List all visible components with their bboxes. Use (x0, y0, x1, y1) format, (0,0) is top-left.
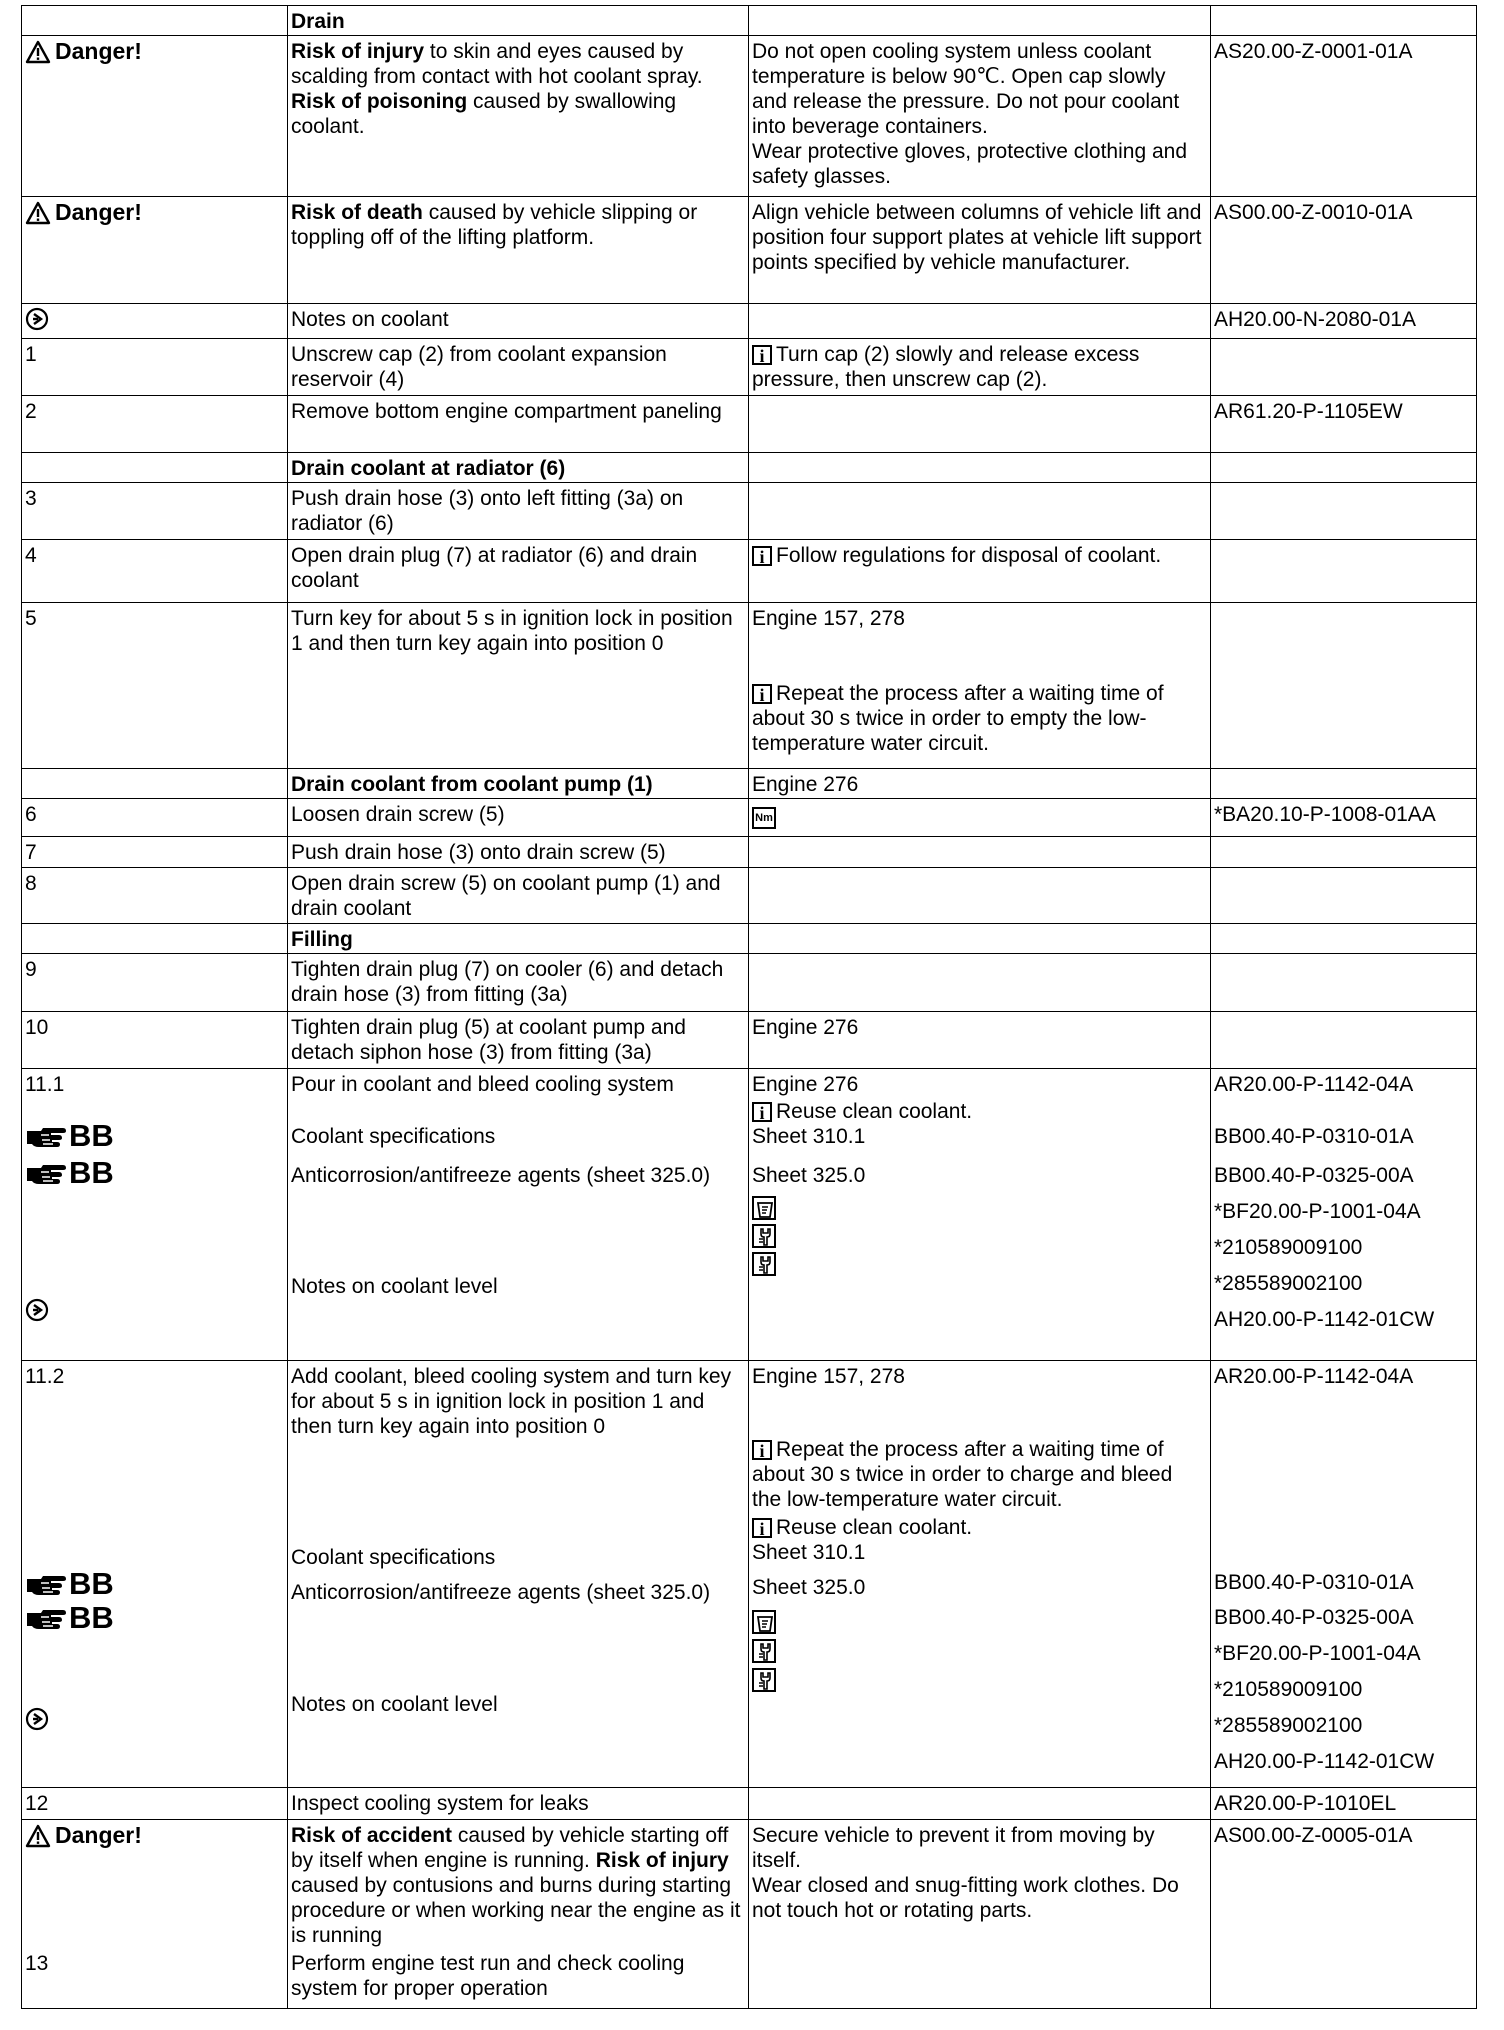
bb-reference: BB (25, 1567, 283, 1601)
engine-label: Engine 276 (752, 1073, 859, 1096)
info-icon: i (752, 1518, 772, 1538)
reference-code: AH20.00-N-2080-01A (1211, 304, 1477, 339)
step-number: 7 (22, 837, 288, 868)
table-row (22, 304, 1477, 339)
spec-text: Anticorrosion/antifreeze agents (sheet 325.0) (291, 1164, 711, 1187)
step-text: Unscrew cap (2) from coolant expansion reservoir (4) (288, 339, 749, 396)
info-text: Turn cap (2) slowly and release excess pressure, then unscrew cap (2). (752, 343, 1140, 391)
sheet-ref: Sheet 310.1 (752, 1125, 866, 1148)
danger-risk: Risk of death caused by vehicle slipping or toppling off of the lifting platform. (288, 197, 749, 304)
table-row (22, 924, 1477, 954)
pointing-hand-icon (25, 1122, 67, 1150)
danger-risk: Risk of accident caused by vehicle starting off by itself when engine is running. Risk of injury caused by contusions and burns during starting procedure or when working near the engine as it is running (291, 1824, 741, 1947)
fluid-icon (752, 1196, 776, 1220)
spec-text: Coolant specifications (291, 1546, 496, 1569)
special-tool-icon (752, 1639, 776, 1663)
reference-code: AR20.00-P-1010EL (1211, 1788, 1477, 1820)
note-text: Notes on coolant level (291, 1693, 498, 1716)
warning-triangle-icon (25, 40, 51, 64)
step-number: 12 (22, 1788, 288, 1820)
table-row (22, 769, 1477, 799)
step-number: 13 (25, 1951, 49, 1975)
engine-label: Engine 157, 278 (752, 607, 905, 630)
pointing-hand-icon (25, 1570, 67, 1598)
reference-code: AS00.00-Z-0010-01A (1211, 197, 1477, 304)
note-text: Notes on coolant level (291, 1275, 498, 1298)
reference-code: AH20.00-P-1142-01CW (1214, 1308, 1435, 1331)
engine-label: Engine 157, 278 (752, 1365, 905, 1388)
step-number: 3 (22, 483, 288, 540)
reference-code: AR20.00-P-1142-04A (1214, 1073, 1414, 1096)
reference-code: AR61.20-P-1105EW (1211, 396, 1477, 453)
note-icon (25, 1298, 49, 1322)
section-header: Drain coolant at radiator (6) (288, 453, 749, 483)
info-text: Repeat the process after a waiting time of about 30 s twice in order to empty the low-temperature water circuit. (752, 682, 1164, 755)
special-tool-icon (752, 1224, 776, 1248)
step-number: 11.1 (25, 1073, 65, 1096)
reference-code: BB00.40-P-0310-01A (1214, 1125, 1414, 1148)
sheet-ref: Sheet 325.0 (752, 1164, 866, 1187)
section-header: Drain (288, 6, 749, 36)
table-row (22, 453, 1477, 483)
danger-risk: Risk of injury to skin and eyes caused by scalding from contact with hot coolant spray. Risk of poisoning caused by swallowing coolant. (288, 36, 749, 197)
warning-triangle-icon (25, 1824, 51, 1848)
step-number: 10 (22, 1012, 288, 1069)
danger-measure: Secure vehicle to prevent it from moving by itself. (752, 1824, 1155, 1872)
table-row (22, 6, 1477, 36)
info-icon: i (752, 1102, 772, 1122)
step-text: Remove bottom engine compartment paneling (288, 396, 749, 453)
info-icon: i (752, 684, 772, 704)
section-header: Drain coolant from coolant pump (1) (288, 769, 749, 799)
bb-reference: BB (25, 1156, 283, 1190)
engine-label: Engine 276 (749, 1012, 1211, 1069)
pointing-hand-icon (25, 1604, 67, 1632)
danger-measure: Align vehicle between columns of vehicle lift and position four support plates at vehicle lift support points specified by vehicle manufacturer. (749, 197, 1211, 304)
info-text: Reuse clean coolant. (776, 1100, 973, 1123)
step-text: Pour in coolant and bleed cooling system (291, 1073, 674, 1096)
section-header: Filling (288, 924, 749, 954)
table-row (22, 1069, 1477, 1361)
step-text: Open drain screw (5) on coolant pump (1) and drain coolant (288, 868, 749, 924)
step-text: Add coolant, bleed cooling system and turn key for about 5 s in ignition lock in position 1 and then turn key again into position 0 (291, 1365, 732, 1438)
step-text: Push drain hose (3) onto drain screw (5) (288, 837, 749, 868)
spec-text: Anticorrosion/antifreeze agents (sheet 325.0) (291, 1581, 711, 1604)
info-icon: i (752, 345, 772, 365)
info-icon: i (752, 546, 772, 566)
step-text: Inspect cooling system for leaks (288, 1788, 749, 1820)
reference-code: BB00.40-P-0325-00A (1214, 1164, 1414, 1187)
reference-code: AS20.00-Z-0001-01A (1211, 36, 1477, 197)
table-row (22, 197, 1477, 304)
reference-code: AH20.00-P-1142-01CW (1214, 1750, 1435, 1773)
reference-code: *210589009100 (1214, 1678, 1363, 1701)
danger-measure: Wear closed and snug-fitting work clothes. Do not touch hot or rotating parts. (752, 1874, 1179, 1922)
reference-code: *210589009100 (1214, 1236, 1363, 1259)
table-row (22, 36, 1477, 197)
table-row (22, 837, 1477, 868)
reference-code: AS00.00-Z-0005-01A (1211, 1820, 1477, 2009)
note-icon (25, 307, 49, 331)
danger-label: Danger! (25, 1823, 142, 1848)
danger-label: Danger! (25, 39, 142, 64)
table-row (22, 1012, 1477, 1069)
reference-code: *285589002100 (1214, 1714, 1363, 1737)
step-number: 11.2 (25, 1365, 65, 1388)
table-row (22, 1361, 1477, 1788)
procedure-table (21, 5, 1477, 2009)
step-text: Perform engine test run and check cooling system for proper operation (291, 1952, 685, 2000)
step-number: 1 (22, 339, 288, 396)
table-row (22, 540, 1477, 603)
step-text: Tighten drain plug (7) on cooler (6) and detach drain hose (3) from fitting (3a) (288, 954, 749, 1012)
table-row (22, 1788, 1477, 1820)
info-text: Repeat the process after a waiting time of about 30 s twice in order to charge and bleed the low-temperature water circuit. (752, 1438, 1173, 1511)
engine-label: Engine 276 (749, 769, 1211, 799)
reference-code: *285589002100 (1214, 1272, 1363, 1295)
note-text: Notes on coolant (288, 304, 749, 339)
info-text: Reuse clean coolant. (776, 1516, 973, 1539)
special-tool-icon (752, 1668, 776, 1692)
fluid-icon (752, 1610, 776, 1634)
danger-label: Danger! (25, 200, 142, 225)
reference-code: BB00.40-P-0310-01A (1214, 1571, 1414, 1594)
reference-code: BB00.40-P-0325-00A (1214, 1606, 1414, 1629)
step-number: 6 (22, 799, 288, 837)
step-number: 8 (22, 868, 288, 924)
table-row (22, 1820, 1477, 2009)
spec-text: Coolant specifications (291, 1125, 496, 1148)
sheet-ref: Sheet 325.0 (752, 1576, 866, 1599)
info-text: Follow regulations for disposal of coolant. (776, 544, 1162, 567)
step-text: Push drain hose (3) onto left fitting (3a) on radiator (6) (288, 483, 749, 540)
step-text: Tighten drain plug (5) at coolant pump and detach siphon hose (3) from fitting (3a) (288, 1012, 749, 1069)
reference-code: *BF20.00-P-1001-04A (1214, 1642, 1421, 1665)
danger-measure: Do not open cooling system unless coolant temperature is below 90℃. Open cap slowly and release the pressure. Do not pour coolant into beverage containers. Wear protective gloves, protective clothing and safety glasses. (749, 36, 1211, 197)
step-number: 9 (22, 954, 288, 1012)
table-row (22, 339, 1477, 396)
table-row (22, 396, 1477, 453)
table-row (22, 954, 1477, 1012)
step-number: 5 (22, 603, 288, 769)
warning-triangle-icon (25, 201, 51, 225)
table-row (22, 483, 1477, 540)
sheet-ref: Sheet 310.1 (752, 1541, 866, 1564)
info-icon: i (752, 1440, 772, 1460)
torque-icon: Nm (752, 807, 776, 829)
table-row (22, 799, 1477, 837)
step-number: 2 (22, 396, 288, 453)
reference-code: *BF20.00-P-1001-04A (1214, 1200, 1421, 1223)
bb-reference: BB (25, 1601, 283, 1635)
step-text: Open drain plug (7) at radiator (6) and drain coolant (288, 540, 749, 603)
step-text: Loosen drain screw (5) (288, 799, 749, 837)
step-number: 4 (22, 540, 288, 603)
special-tool-icon (752, 1252, 776, 1276)
reference-code: *BA20.10-P-1008-01AA (1211, 799, 1477, 837)
table-row (22, 868, 1477, 924)
step-text: Turn key for about 5 s in ignition lock in position 1 and then turn key again into position 0 (288, 603, 749, 769)
reference-code: AR20.00-P-1142-04A (1214, 1365, 1414, 1388)
note-icon (25, 1707, 49, 1731)
table-row (22, 603, 1477, 769)
bb-reference: BB (25, 1119, 114, 1153)
pointing-hand-icon (25, 1159, 67, 1187)
